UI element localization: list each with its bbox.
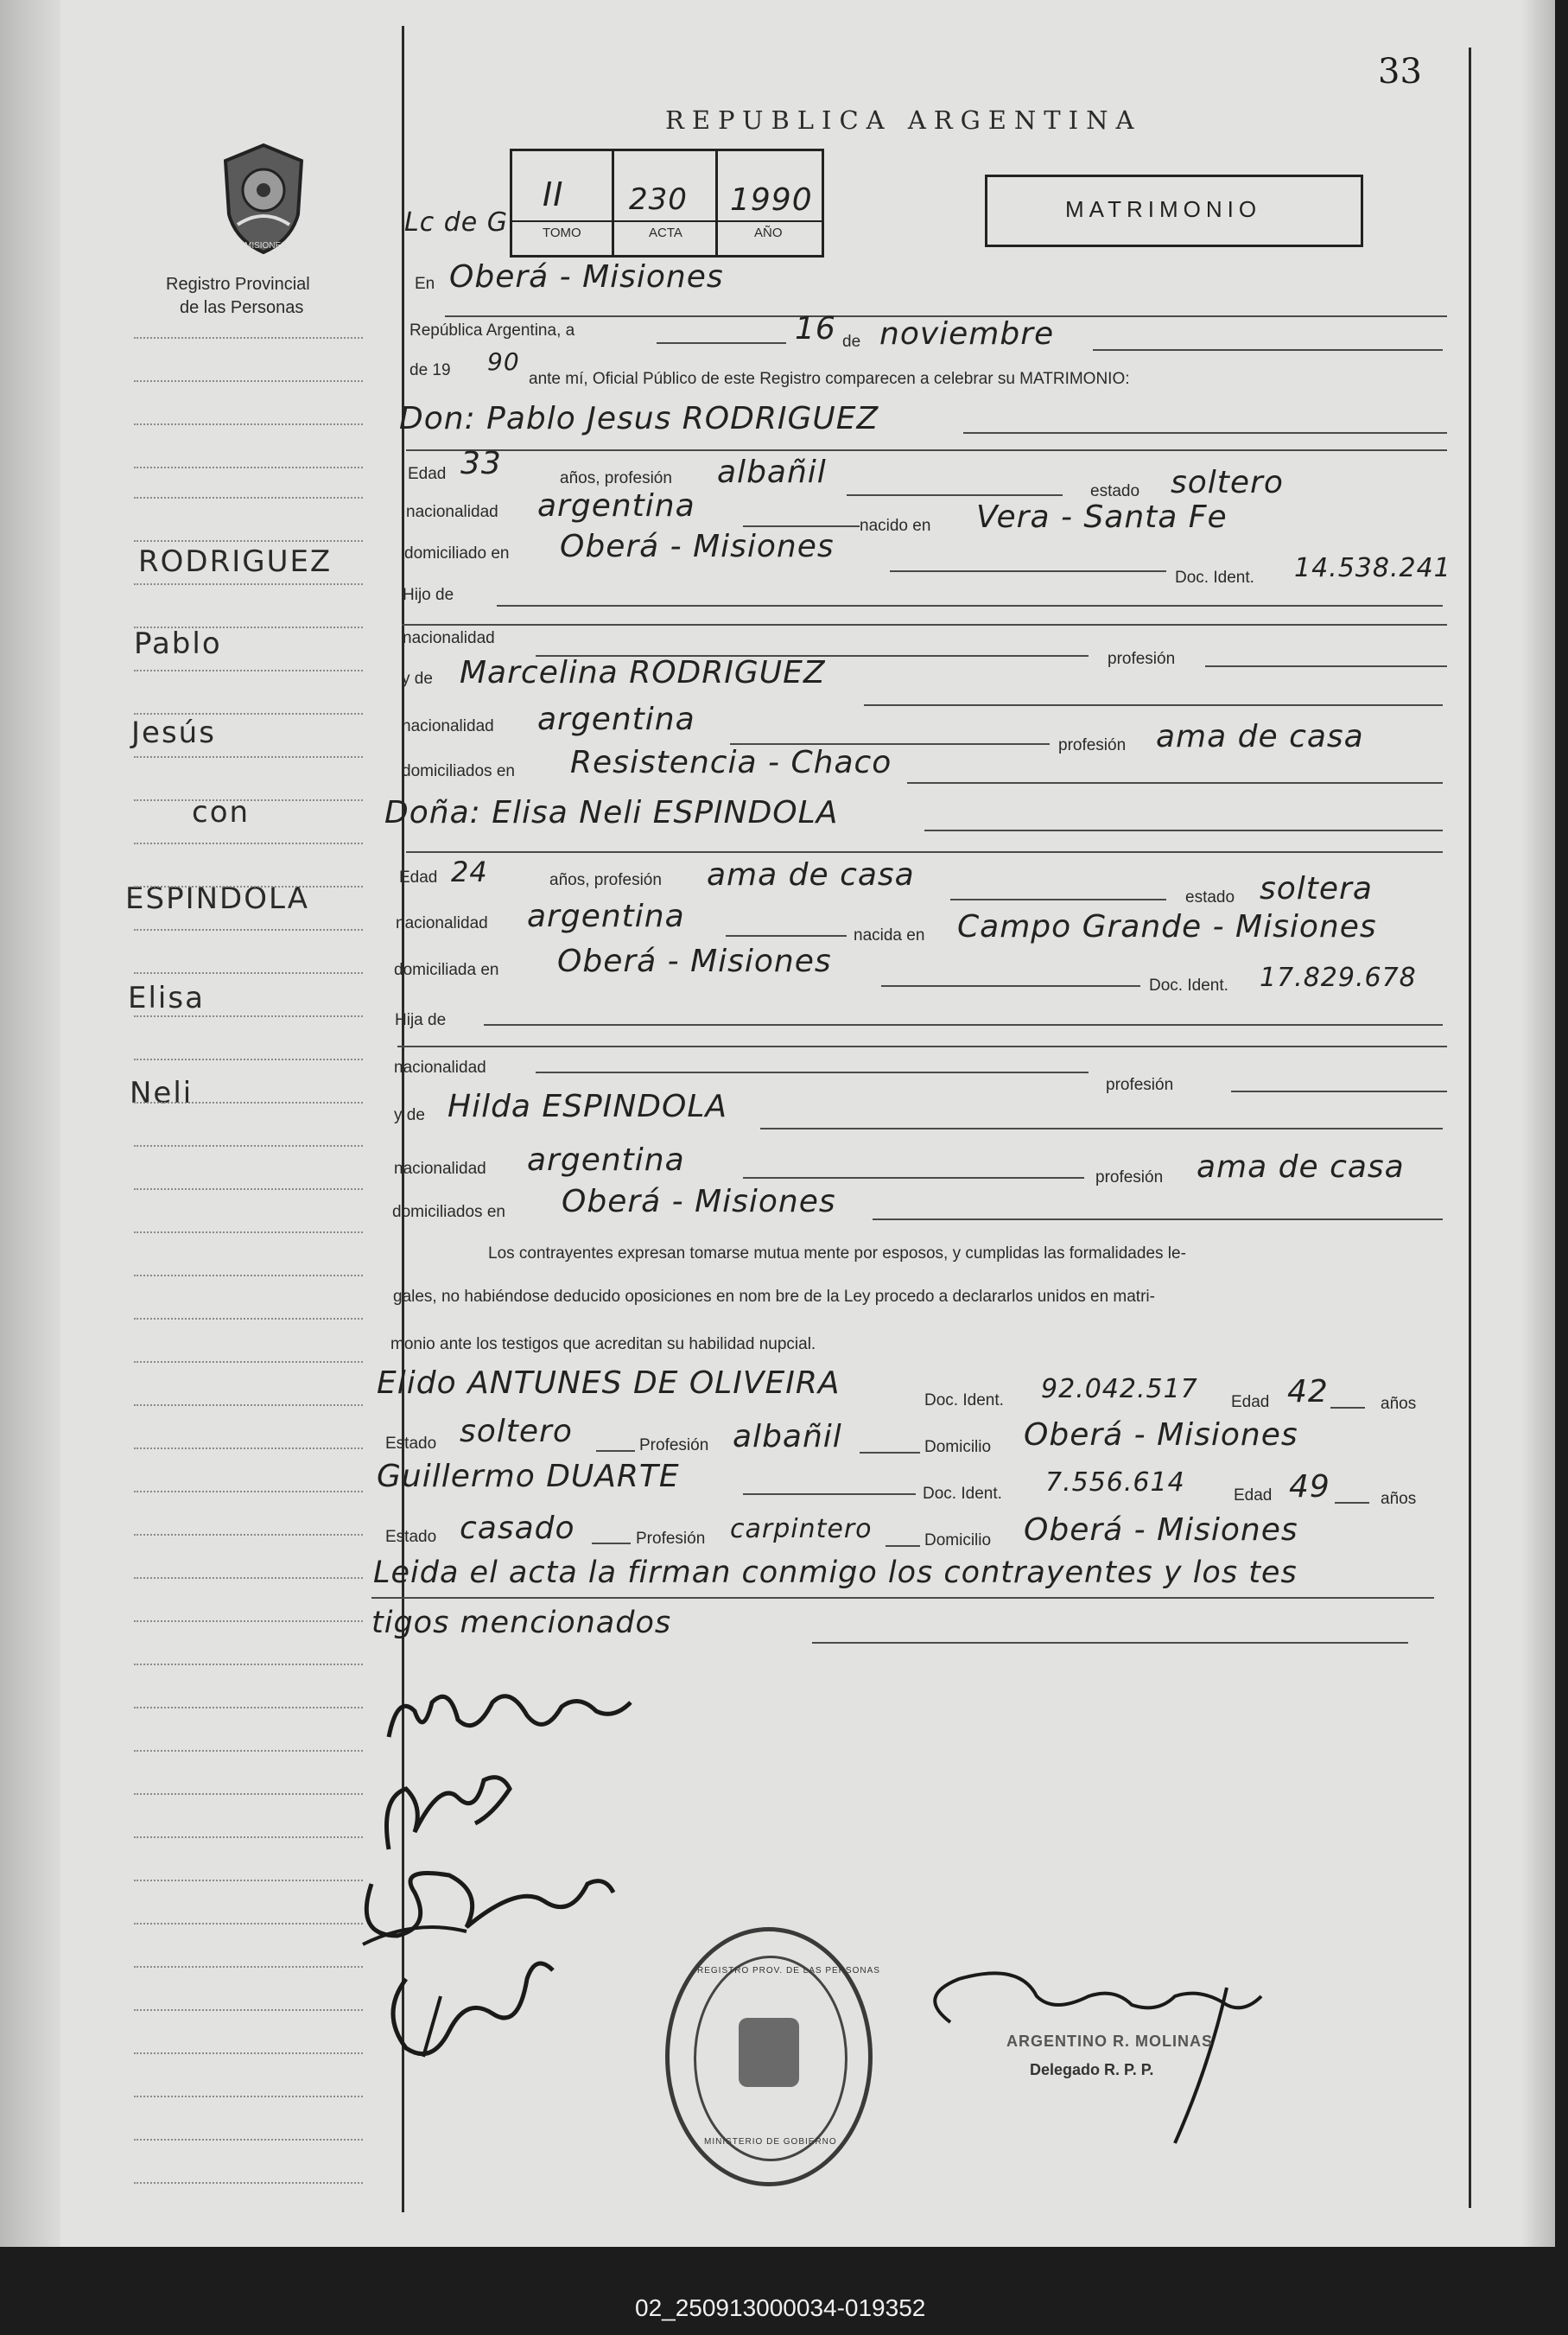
official-signature <box>916 1962 1296 2152</box>
groom-mother-prof-label: profesión <box>1058 736 1127 754</box>
bride-domiciliada-label: domiciliada en <box>394 961 499 979</box>
witness1-signature <box>346 1849 622 1953</box>
witness2-domicilio-label: Domicilio <box>924 1531 992 1549</box>
groom-mother-nationality: argentina <box>537 702 695 737</box>
bride-parents-domicile: Oberá - Misiones <box>562 1184 836 1219</box>
bride-parents-dom-label: domiciliados en <box>392 1203 505 1221</box>
bride-edad-label: Edad <box>399 868 438 887</box>
seal-text-bottom: MINISTERIO DE GOBIERNO <box>704 2137 837 2147</box>
witness2-estado-label: Estado <box>385 1528 437 1546</box>
margin-connector: con <box>192 795 251 830</box>
seal-text-top: REGISTRO PROV. DE LAS PERSONAS <box>697 1966 880 1976</box>
official-stamp-title: ARGENTINO R. MOLINAS <box>1006 2033 1213 2050</box>
bride-mother-nationality: argentina <box>527 1142 685 1178</box>
groom-nacido-label: nacido en <box>860 517 931 535</box>
declaration-line-2: gales, no habiéndose deducido oposiciones en nom bre de la Ley procedo a declararlos unidos en matri- <box>393 1288 1155 1306</box>
bride-estado: soltera <box>1260 871 1373 907</box>
ano-value: 1990 <box>730 182 813 218</box>
witness1-estado: soltero <box>460 1414 573 1449</box>
bride-mother-profession: ama de casa <box>1197 1149 1405 1185</box>
margin-first-name-bride: Elisa <box>128 981 205 1015</box>
groom-domicile: Oberá - Misiones <box>560 529 835 564</box>
witness1-edad-label: Edad <box>1231 1393 1270 1411</box>
witness1-profession: albañil <box>733 1419 842 1454</box>
witness2-anos-label: años <box>1381 1490 1417 1508</box>
month-value: noviembre <box>879 316 1055 352</box>
bride-profession: ama de casa <box>707 857 915 893</box>
certificate-type-box <box>985 175 1363 247</box>
official-stamp-name: Delegado R. P. P. <box>1030 2061 1154 2078</box>
right-margin-rule <box>1469 48 1471 2208</box>
witness2-profession: carpintero <box>730 1514 873 1544</box>
bride-father-nac-label: nacionalidad <box>394 1059 486 1077</box>
margin-surname-bride: ESPINDOLA <box>125 881 309 916</box>
footer-id: 02_250913000034-019352 <box>635 2294 926 2321</box>
closing-line-1: Leida el acta la firman conmigo los contrayentes y los tes <box>373 1556 1298 1590</box>
tomo-label: TOMO <box>543 226 581 240</box>
witness1-anos-label: años <box>1381 1395 1417 1413</box>
groom-age: 33 <box>460 446 502 481</box>
volume-record-box <box>510 149 824 258</box>
witness2-domicile: Oberá - Misiones <box>1024 1512 1298 1548</box>
bride-father-prof-label: profesión <box>1106 1076 1174 1094</box>
groom-parents-domicile: Resistencia - Chaco <box>570 745 892 780</box>
groom-estado-label: estado <box>1090 482 1140 500</box>
groom-signature <box>380 1676 639 1754</box>
country-heading: REPUBLICA ARGENTINA <box>665 105 1142 135</box>
bride-domicile: Oberá - Misiones <box>557 944 832 979</box>
groom-yde-label: y de <box>402 670 433 688</box>
witness2-doc: 7.556.614 <box>1045 1467 1185 1498</box>
groom-hijo-label: Hijo de <box>403 586 454 604</box>
margin-first-name-groom: Pablo <box>134 627 222 661</box>
groom-doc: 14.538.241 <box>1294 553 1451 583</box>
ano-label: AÑO <box>754 226 783 240</box>
bride-doc: 17.829.678 <box>1260 963 1417 993</box>
groom-edad-label: Edad <box>408 465 447 483</box>
groom-parents-dom-label: domiciliados en <box>402 762 515 780</box>
witness1-doc: 92.042.517 <box>1041 1374 1198 1404</box>
binding-edge <box>0 0 60 2247</box>
coat-of-arms-caption: MISIONES <box>244 241 287 251</box>
bride-signature <box>371 1763 527 1858</box>
side-note: Lc de G <box>404 207 509 238</box>
declaration-line-1: Los contrayentes expresan tomarse mutua mente por esposos, y cumplidas las formalidades le- <box>488 1244 1186 1263</box>
declaration-line-3: monio ante los testigos que acreditan su habilidad nupcial. <box>390 1335 816 1353</box>
groom-nationality: argentina <box>537 488 695 524</box>
groom-mother-nac-label: nacionalidad <box>402 717 494 735</box>
groom-mother-profession: ama de casa <box>1156 719 1364 754</box>
acta-value: 230 <box>629 182 688 217</box>
page-number: 33 <box>1378 52 1422 92</box>
bride-age: 24 <box>451 856 488 888</box>
registry-name-line2: de las Personas <box>180 298 304 317</box>
witness2-profesion-label: Profesión <box>636 1530 706 1548</box>
bride-doc-label: Doc. Ident. <box>1149 977 1228 995</box>
year-suffix: 90 <box>487 347 520 376</box>
witness2-estado: casado <box>460 1511 575 1546</box>
groom-doc-label: Doc. Ident. <box>1175 569 1254 587</box>
witness1-name: Elido ANTUNES DE OLIVEIRA <box>377 1365 841 1401</box>
bride-mother-prof-label: profesión <box>1095 1168 1164 1187</box>
groom-father-prof-label: profesión <box>1108 650 1176 668</box>
tomo-value: II <box>543 175 564 213</box>
registry-name-line1: Registro Provincial <box>166 275 310 294</box>
groom-father-nac-label: nacionalidad <box>403 629 495 647</box>
groom-name: Don: Pablo Jesus RODRIGUEZ <box>399 401 879 436</box>
intro-sentence: ante mí, Oficial Público de este Registro comparecen a celebrar su MATRIMONIO: <box>529 370 1130 388</box>
bride-mother: Hilda ESPINDOLA <box>448 1089 728 1124</box>
registry-seal <box>665 1927 880 2186</box>
closing-line-2: tigos mencionados <box>371 1606 672 1640</box>
republica-label: República Argentina, a <box>409 321 575 340</box>
witness1-profesion-label: Profesión <box>639 1436 709 1454</box>
bride-estado-label: estado <box>1185 888 1235 907</box>
margin-surname-groom: RODRIGUEZ <box>138 544 333 579</box>
day-value: 16 <box>795 311 836 347</box>
witness2-name: Guillermo DUARTE <box>377 1459 680 1494</box>
groom-nacionalidad-label: nacionalidad <box>406 503 498 521</box>
witness1-age: 42 <box>1287 1374 1329 1409</box>
witness2-edad-label: Edad <box>1234 1486 1273 1505</box>
witness1-domicile: Oberá - Misiones <box>1024 1417 1298 1453</box>
bride-born-in: Campo Grande - Misiones <box>957 909 1377 945</box>
groom-estado: soltero <box>1171 465 1284 500</box>
groom-profession: albañil <box>717 455 827 490</box>
certificate-type: MATRIMONIO <box>1065 196 1262 222</box>
en-label: En <box>415 275 435 293</box>
witness1-estado-label: Estado <box>385 1435 437 1453</box>
witness1-doc-label: Doc. Ident. <box>924 1391 1004 1409</box>
bride-anos-profesion-label: años, profesión <box>549 871 662 889</box>
groom-domiciliado-label: domiciliado en <box>404 544 510 563</box>
de-label: de <box>842 333 861 351</box>
witness2-signature <box>371 1944 579 2065</box>
groom-born-in: Vera - Santa Fe <box>976 499 1228 535</box>
groom-anos-profesion-label: años, profesión <box>560 469 672 487</box>
groom-mother: Marcelina RODRIGUEZ <box>460 655 826 690</box>
acta-label: ACTA <box>649 226 682 240</box>
witness1-domicilio-label: Domicilio <box>924 1438 992 1456</box>
margin-middle-name-bride: Neli <box>130 1076 194 1110</box>
bride-name: Doña: Elisa Neli ESPINDOLA <box>384 795 839 830</box>
place-value: Oberá - Misiones <box>449 259 724 295</box>
witness2-age: 49 <box>1289 1469 1330 1505</box>
bride-nationality: argentina <box>527 899 685 934</box>
bride-nacionalidad-label: nacionalidad <box>396 914 488 932</box>
witness2-doc-label: Doc. Ident. <box>923 1485 1002 1503</box>
year-prefix: de 19 <box>409 361 451 379</box>
bride-yde-label: y de <box>394 1106 425 1124</box>
margin-middle-name-groom: Jesús <box>131 716 216 750</box>
bride-hija-label: Hija de <box>395 1011 447 1029</box>
bride-mother-nac-label: nacionalidad <box>394 1160 486 1178</box>
bride-nacida-label: nacida en <box>854 926 925 945</box>
